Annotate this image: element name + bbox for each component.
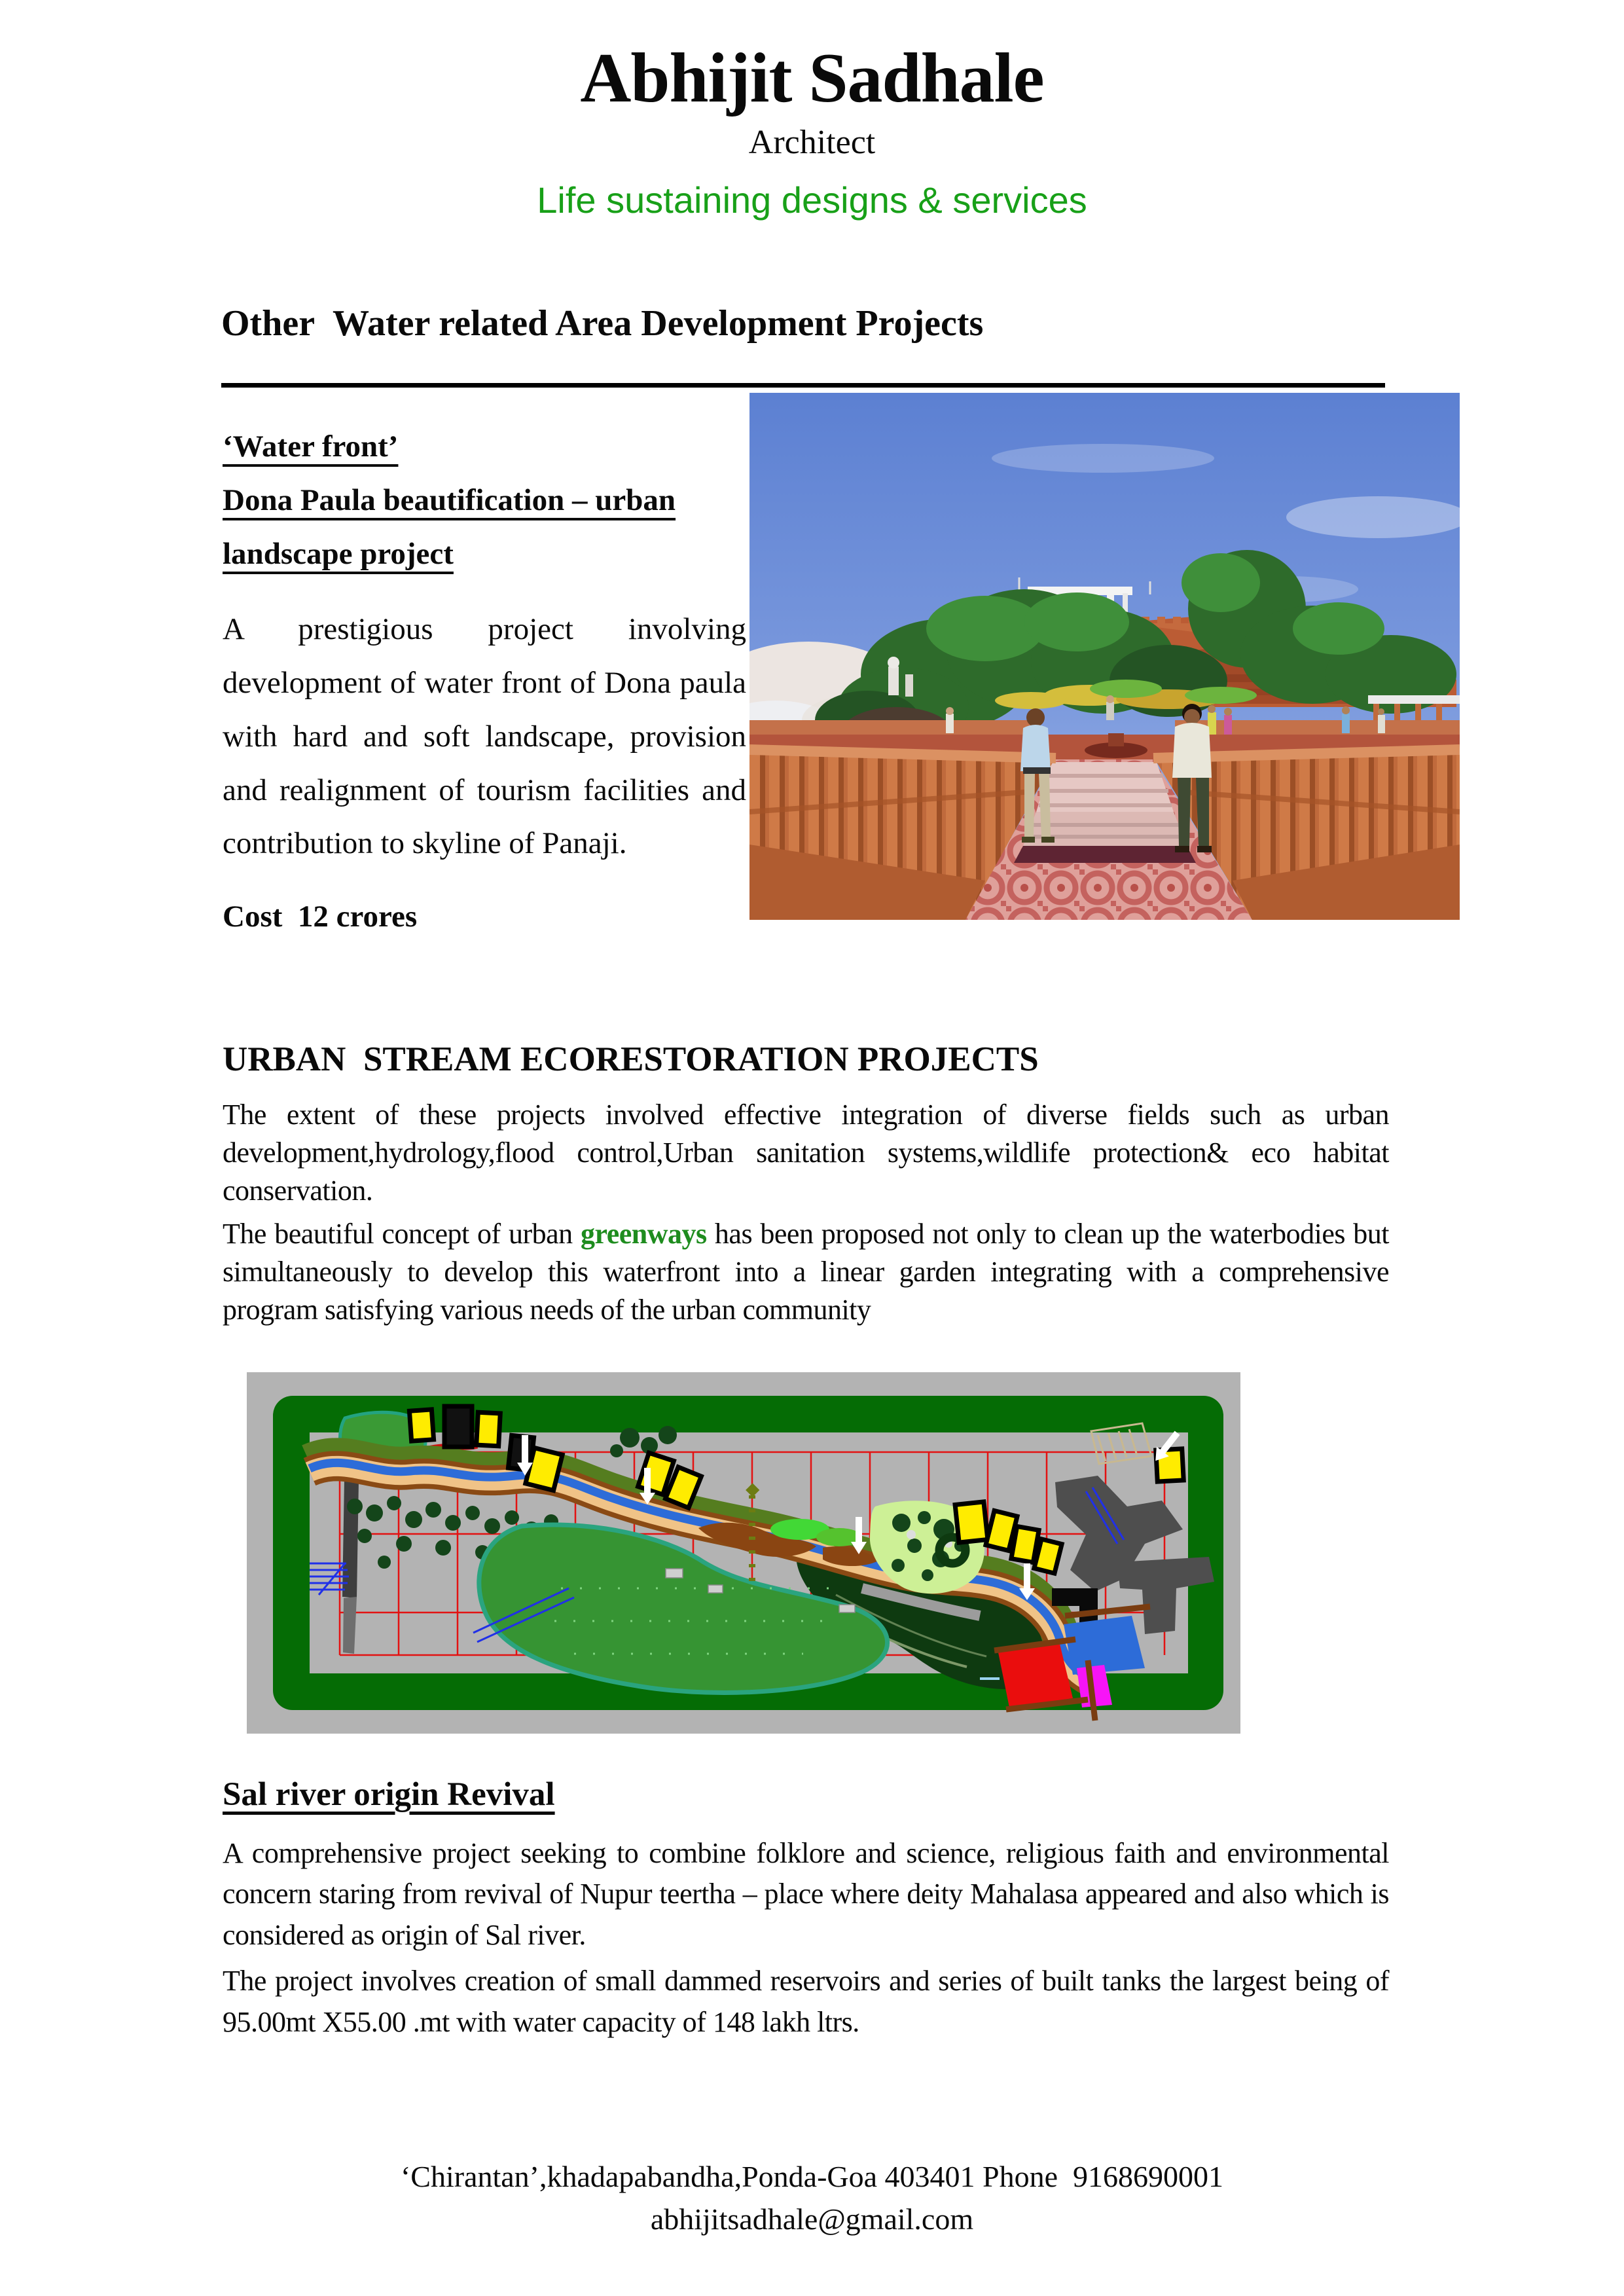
letterhead (0, 38, 1624, 221)
footer-address: ‘Chirantan’,khadapabandha,Ponda-Goa 403401 Phone 9168690001 (400, 2160, 1224, 2193)
footer (0, 2155, 1624, 2241)
waterfront-section (223, 420, 746, 944)
waterfront-paragraph: A prestigious project involving development of water front of Dona paula with hard and soft landscape, provision and realignment of tourism facilities and contribution to skyline of Panaji. (223, 612, 746, 861)
urban-stream-paragraph-1: The extent of these projects involved effective integration of diverse fields such as urban development,hydrology,flood control,Urban sanitation systems,wildlife protection& eco habitat conservation. (223, 1099, 1389, 1207)
sal-river-paragraph-1: A comprehensive project seeking to combine folklore and science, religious faith and environmental concern staring from revival of Nupur teertha – place where deity Mahalasa appeared and also which is considered as origin of Sal river. (223, 1837, 1389, 1951)
para2-text-before: The beautiful concept of urban (223, 1218, 581, 1250)
letterhead-tagline: Life sustaining designs & services (537, 179, 1087, 221)
waterfront-heading-line2: Dona Paula beautification – urban (223, 483, 676, 517)
architect-name: Abhijit Sadhale (580, 39, 1044, 117)
footer-email: abhijitsadhale@gmail.com (650, 2202, 974, 2236)
waterfront-photo (749, 393, 1460, 920)
waterfront-heading-line3: landscape project (223, 536, 454, 571)
urban-stream-paragraph-2 (223, 1215, 1389, 1329)
sal-river-heading: Sal river origin Revival (223, 1776, 555, 1813)
greenways-highlight: greenways (580, 1218, 707, 1250)
photo-walkway (749, 746, 1460, 920)
waterfront-cost: Cost 12 crores (223, 900, 418, 934)
site-plan-illustration (247, 1372, 1240, 1734)
site-plan-map (247, 1372, 1240, 1734)
waterfront-photo-illustration (749, 393, 1460, 920)
urban-stream-heading: URBAN STREAM ECORESTORATION PROJECTS (223, 1040, 1039, 1078)
waterfront-heading-line1: ‘Water front’ (223, 429, 399, 464)
sal-river-section (223, 1776, 1389, 2043)
page-title: Other Water related Area Development Projects (221, 303, 984, 344)
urban-stream-section (223, 1040, 1389, 1329)
para2-text-after: has been proposed not only to clean up the waterbodies but simultaneously to develop this waterfront into a linear garden integrating with a comprehensive program satisfying various needs of the urban community (223, 1218, 1390, 1326)
architect-role: Architect (748, 124, 876, 161)
sal-river-paragraph-2: The project involves creation of small dammed reservoirs and series of built tanks the largest being of 95.00mt X55.00 .mt with water capacity of 148 lakh ltrs. (223, 1965, 1389, 2038)
section-divider (221, 383, 1385, 388)
